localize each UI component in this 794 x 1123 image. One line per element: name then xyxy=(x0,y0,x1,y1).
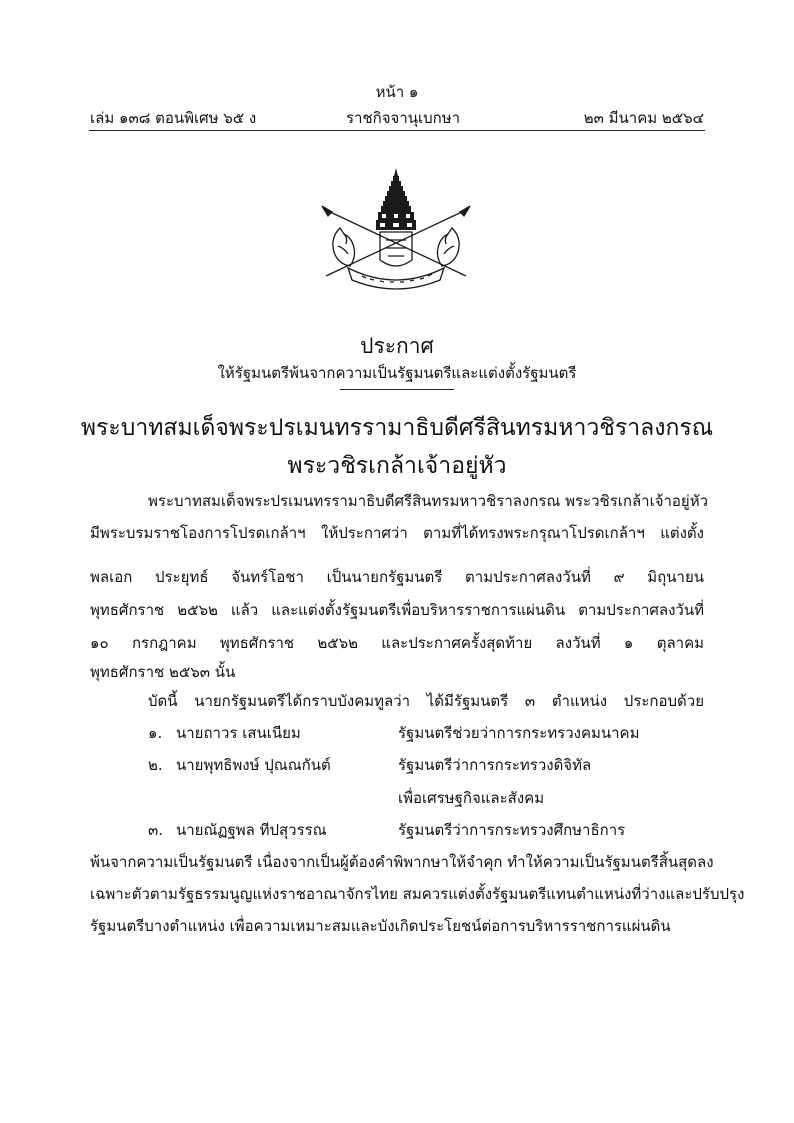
title-rule xyxy=(340,389,454,390)
paragraph-1-line: พลเอก ประยุทธ์ จันทร์โอชา เป็นนายกรัฐมนตรี ตามประกาศลงวันที่ ๙ มิถุนายน xyxy=(90,568,704,586)
king-title-line-2: พระวชิรเกล้าเจ้าอยู่หัว xyxy=(287,453,507,479)
paragraph-2-intro: บัดนี้ นายกรัฐมนตรีได้กราบบังคมทูลว่า ได้มีรัฐมนตรี ๓ ตำแหน่ง ประกอบด้วย xyxy=(148,692,704,710)
paragraph-1-line: ๑๐ กรกฎาคม พุทธศักราช ๒๕๖๒ และประกาศครั้งสุดท้าย ลงวันที่ ๑ ตุลาคม xyxy=(90,634,704,652)
royal-emblem-icon xyxy=(318,168,474,292)
paragraph-3-line: พ้นจากความเป็นรัฐมนตรี เนื่องจากเป็นผู้ต้องคำพิพากษาให้จำคุก ทำให้ความเป็นรัฐมนตรีสิ้นสุดลง xyxy=(90,853,714,871)
minister-position: รัฐมนตรีว่าการกระทรวงดิจิทัล xyxy=(398,756,592,774)
minister-number: ๑. xyxy=(148,724,163,742)
minister-position: รัฐมนตรีว่าการกระทรวงศึกษาธิการ xyxy=(398,821,626,839)
paragraph-3-line: รัฐมนตรีบางตำแหน่ง เพื่อความเหมาะสมและบังเกิดประโยชน์ต่อการบริหารราชการแผ่นดิน xyxy=(90,917,671,935)
minister-name: นายพุทธิพงษ์ ปุณณกันต์ xyxy=(176,756,331,774)
minister-position: เพื่อเศรษฐกิจและสังคม xyxy=(398,789,545,807)
publication-date: ๒๓ มีนาคม ๒๕๖๔ xyxy=(583,109,704,127)
minister-position: รัฐมนตรีช่วยว่าการกระทรวงคมนาคม xyxy=(398,724,640,742)
header-rule xyxy=(89,130,705,131)
document-type: ประกาศ xyxy=(360,334,434,358)
publication-name: ราชกิจจานุเบกษา xyxy=(346,109,461,127)
minister-number: ๒. xyxy=(148,756,163,774)
minister-name: นายถาวร เสนเนียม xyxy=(176,724,301,742)
paragraph-3-line: เฉพาะตัวตามรัฐธรรมนูญแห่งราชอาณาจักรไทย สมควรแต่งตั้งรัฐมนตรีแทนตำแหน่งที่ว่างและปรับปรุง xyxy=(90,885,745,903)
paragraph-1-line: พุทธศักราช ๒๕๖๒ แล้ว และแต่งตั้งรัฐมนตรีเพื่อบริหารราชการแผ่นดิน ตามประกาศลงวันที่ xyxy=(90,601,704,619)
document-subject: ให้รัฐมนตรีพ้นจากความเป็นรัฐมนตรีและแต่งตั้งรัฐมนตรี xyxy=(217,364,577,382)
paragraph-1-line: พระบาทสมเด็จพระปรเมนทรรามาธิบดีศรีสินทรมหาวชิราลงกรณ พระวชิรเกล้าเจ้าอยู่หัว xyxy=(148,492,709,510)
page-number: หน้า ๑ xyxy=(375,83,419,101)
paragraph-1-line: พุทธศักราช ๒๕๖๓ นั้น xyxy=(90,663,236,681)
king-title-line-1: พระบาทสมเด็จพระปรเมนทรรามาธิบดีศรีสินทรมหาวชิราลงกรณ xyxy=(80,415,714,441)
minister-number: ๓. xyxy=(148,821,164,839)
volume-issue: เล่ม ๑๓๘ ตอนพิเศษ ๖๕ ง xyxy=(90,109,257,127)
paragraph-1-line: มีพระบรมราชโองการโปรดเกล้าฯ ให้ประกาศว่า ตามที่ได้ทรงพระกรุณาโปรดเกล้าฯ แต่งตั้ง xyxy=(90,524,704,542)
minister-name: นายณัฏฐพล ทีปสุวรรณ xyxy=(176,821,327,839)
